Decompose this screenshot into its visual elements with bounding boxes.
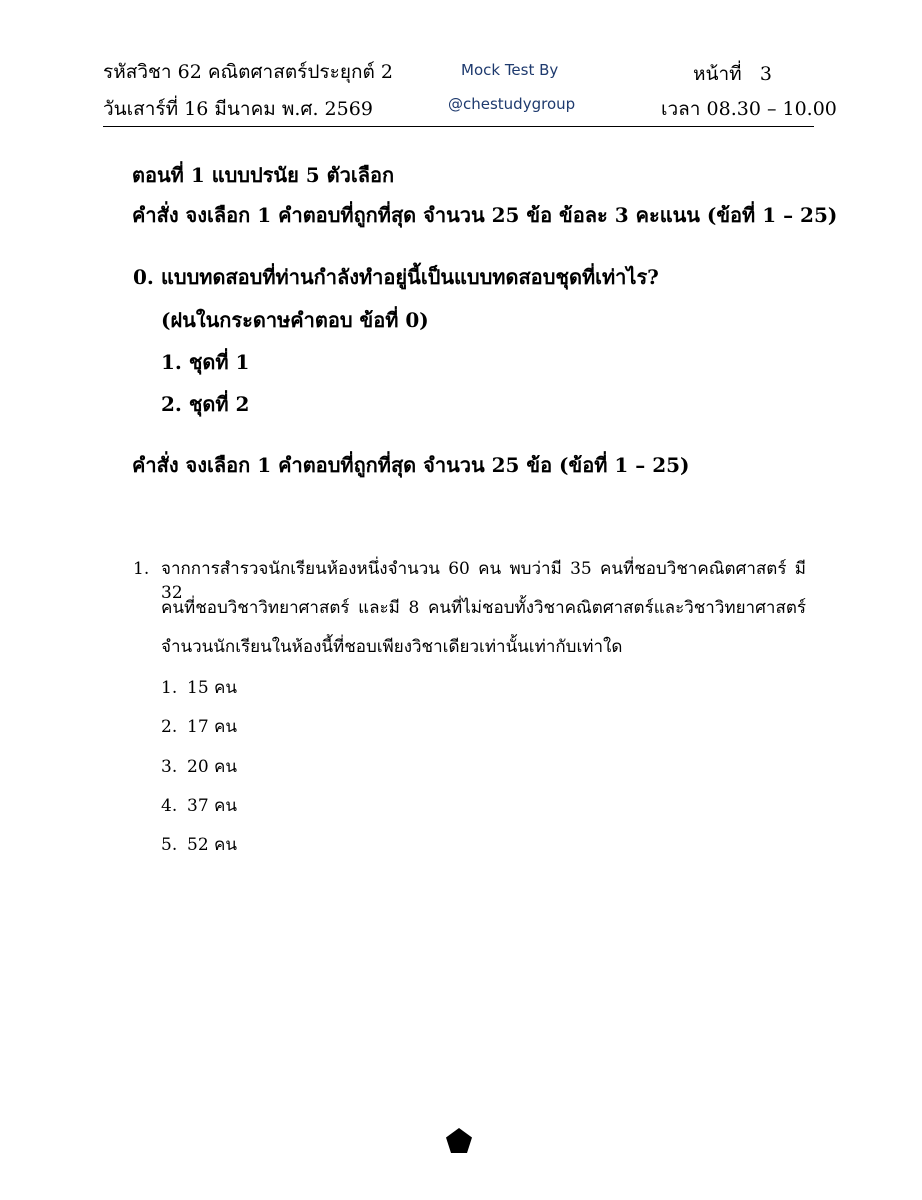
question-1-option-2-number: 2. [161,717,178,737]
question-0-option-2: 2. ชุดที่ 2 [161,392,250,416]
mock-test-title: Mock Test By [461,61,559,79]
question-1-line-2: คนที่ชอบวิชาวิทยาศาสตร์ และมี 8 คนที่ไม่ชอบทั้งวิชาคณิตศาสตร์และวิชาวิทยาศาสตร์ [161,598,806,618]
question-1-option-3-text: 20 คน [187,757,238,777]
question-1-option-2-text: 17 คน [187,717,238,737]
question-1-line-3: จำนวนนักเรียนในห้องนี้ที่ชอบเพียงวิชาเดียวเท่านั้นเท่ากับเท่าใด [161,637,623,657]
question-1-option-1-text: 15 คน [187,678,238,698]
question-1-option-5-number: 5. [161,835,178,855]
question-1-option-5-text: 52 คน [187,835,238,855]
pentagon-icon [445,1127,473,1155]
page-number: หน้าที่ 3 [693,63,772,85]
exam-date: วันเสาร์ที่ 16 มีนาคม พ.ศ. 2569 [103,98,373,120]
mock-test-handle: @chestudygroup [448,95,576,113]
question-1-number: 1. [133,559,150,579]
section-title: ตอนที่ 1 แบบปรนัย 5 ตัวเลือก [132,163,395,187]
question-0-text: แบบทดสอบที่ท่านกำลังทำอยู่นี้เป็นแบบทดสอบชุดที่เท่าไร? [161,265,659,289]
question-1-option-4-text: 37 คน [187,796,238,816]
course-code: รหัสวิชา 62 คณิตศาสตร์ประยุกต์ 2 [103,61,393,83]
question-0-note: (ฝนในกระดาษคำตอบ ข้อที่ 0) [161,308,429,332]
question-1-line-1: จากการสำรวจนักเรียนห้องหนึ่งจำนวน 60 คน พบว่ามี 35 คนที่ชอบวิชาคณิตศาสตร์ มี 32 [161,559,806,603]
question-1-option-3-number: 3. [161,757,178,777]
instruction-2: คำสั่ง จงเลือก 1 คำตอบที่ถูกที่สุด จำนวน 25 ข้อ (ข้อที่ 1 – 25) [132,453,690,477]
section-instruction: คำสั่ง จงเลือก 1 คำตอบที่ถูกที่สุด จำนวน 25 ข้อ ข้อละ 3 คะแนน (ข้อที่ 1 – 25) [132,203,838,227]
exam-time: เวลา 08.30 – 10.00 [661,98,837,120]
question-1-option-1-number: 1. [161,678,178,698]
header-divider [103,126,814,127]
question-1-option-4-number: 4. [161,796,178,816]
question-0-number: 0. [133,265,154,289]
question-0-option-1: 1. ชุดที่ 1 [161,350,250,374]
